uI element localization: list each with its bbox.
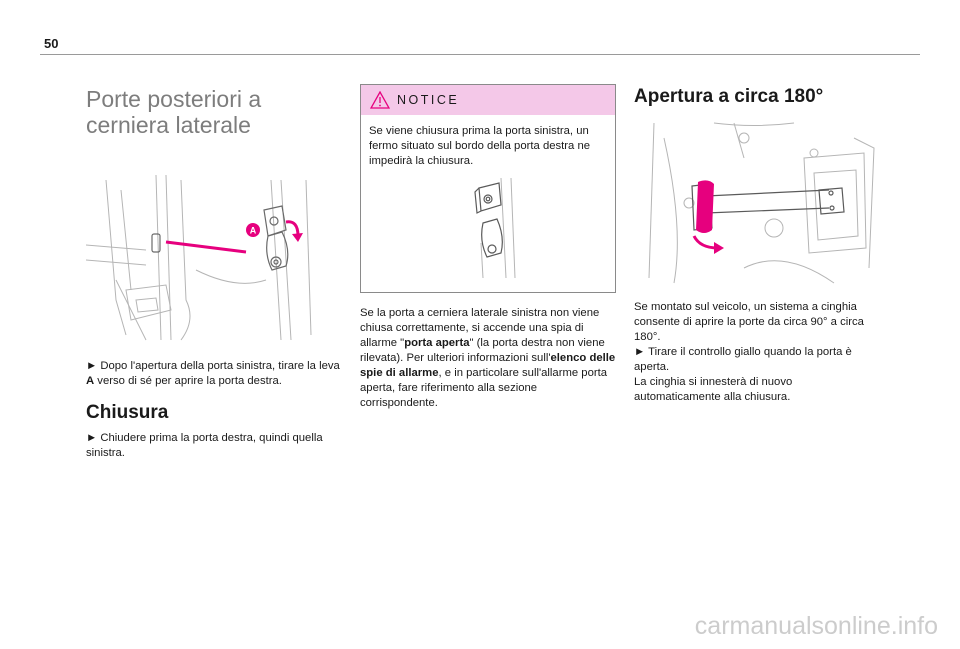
notice-header [361,85,615,115]
instruction-pull-control: ► Tirare il controllo giallo quando la porta è aperta. [634,346,852,373]
section-title-rear-doors: Porte posteriori a cerniera laterale [86,86,262,138]
door-warning-light-text: Se la porta a cerniera laterale sinistra non viene chiusa correttamente, si accende una spia di allarme "porta aperta" (la porta destra non viene rilevata). Per ulteriori informazioni sull'elenco delle spie di allarme, e in particolare sull'allarme porta aperta, fare riferimento alla sezione corrispondente. [360,307,616,409]
column-middle [360,84,616,411]
instruction-close-doors: ► Chiudere prima la porta destra, quindi quella sinistra. [86,432,323,459]
strap-system-illustration [634,118,879,288]
page-number: 50 [44,36,59,51]
section-title-180-opening: Apertura a circa 180° [634,86,824,107]
door-catch-illustration [361,173,615,283]
notice-title: NOTICE [397,93,460,107]
notice-text: Se viene chiusura prima la porta sinistra, un fermo situato sul bordo della porta destra ne impedirà la chiusura. [369,125,591,167]
instruction-open-right-door: ► Dopo l'apertura della porta sinistra, tirare la leva A verso di sé per aprire la porta destra. [86,360,340,387]
strap-reengage-text: La cinghia si innesterà di nuovo automaticamente alla chiusura. [634,376,793,403]
column-right [634,86,879,405]
header-rule [40,54,920,55]
notice-box [360,84,616,293]
section-title-closing: Chiusura [86,402,169,423]
callout-a-label: A [249,225,257,236]
strap-system-description: Se montato sul veicolo, un sistema a cinghia consente di aprire la porte da circa 90° a circa 180°. [634,301,864,343]
rear-door-lever-illustration [86,170,341,342]
watermark-logo [628,604,948,644]
warning-triangle-icon [370,91,390,109]
watermark-text: carmanualsonline.info [694,612,938,640]
column-left [86,80,341,461]
